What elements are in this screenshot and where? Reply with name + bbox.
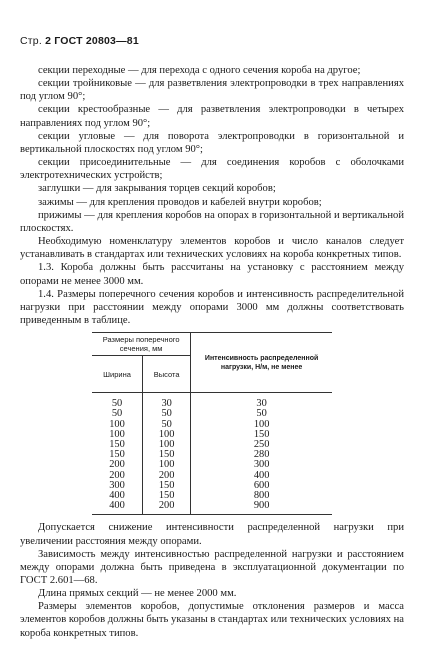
height-cell: 30 (143, 393, 191, 410)
intensity-cell: 280 (191, 450, 332, 460)
intensity-cell: 600 (191, 481, 332, 491)
table-row (92, 420, 332, 430)
paragraph: Зависимость между интенсивностью распределенной нагрузки и расстоянием между опорами должна быть приведена в эксплуатационной документации по ГОСТ 2.601—68. (20, 548, 404, 586)
height-cell: 200 (143, 501, 191, 515)
page-header (20, 35, 139, 47)
height-cell: 50 (143, 409, 191, 419)
width-cell: 100 (109, 428, 125, 440)
intensity-cell: 100 (191, 420, 332, 430)
intensity-cell: 150 (191, 430, 332, 440)
width-cell: 300 (109, 479, 125, 491)
height-cell: 200 (143, 471, 191, 481)
table-row (92, 460, 332, 470)
height-cell: 50 (143, 420, 191, 430)
clause-1-3: 1.3. Короба должны быть рассчитаны на установку с расстоянием между опорами не менее 3000 мм. (20, 262, 404, 287)
intensity-cell: 900 (191, 501, 332, 515)
paragraph: секции крестообразные — для разветвления электропроводки в четырех направлениях под углом 90°; (20, 104, 404, 129)
width-cell: 100 (109, 418, 125, 430)
paragraph: секции тройниковые — для разветвления электропроводки в трех направлениях под углом 90°; (20, 78, 404, 103)
table-row (92, 450, 332, 460)
paragraph: секции присоединительные — для соединения коробов с оболочками электротехнических устройств; (20, 157, 404, 182)
paragraph: секции угловые — для поворота электропроводки в горизонтальной и вертикальной плоскостях под углом 90°; (20, 130, 404, 155)
paragraph: прижимы — для крепления коробов на опорах в горизонтальной и вертикальной плоскостях. (20, 209, 404, 234)
table-row (92, 481, 332, 491)
document-body (20, 64, 404, 640)
paragraph: Длина прямых секций — не менее 2000 мм. (38, 588, 237, 600)
table-row (92, 501, 332, 515)
width-cell: 400 (92, 501, 143, 515)
page-number: 2 (45, 35, 52, 47)
height-header: Высота (143, 356, 191, 393)
dimensions-table (92, 332, 332, 515)
width-cell: 400 (109, 489, 125, 501)
width-cell: 150 (109, 438, 125, 450)
paragraph: зажимы — для крепления проводов и кабелей внутри коробов; (38, 196, 322, 208)
paragraph: Необходимую номенклатуру элементов коробов и число каналов следует устанавливать в стандартах или технических условиях на короба конкретных типов. (20, 236, 404, 261)
standard-code: ГОСТ 20803—81 (54, 35, 139, 47)
table-row (92, 430, 332, 440)
table-row (92, 393, 332, 410)
width-cell: 200 (109, 469, 125, 481)
paragraph: секции переходные — для перехода с одного сечения короба на другое; (38, 65, 361, 76)
height-cell: 100 (143, 460, 191, 470)
height-cell: 150 (143, 450, 191, 460)
intensity-cell: 50 (191, 409, 332, 419)
page-word: Стр. (20, 35, 42, 47)
width-cell: 200 (109, 459, 125, 471)
width-header: Ширина (92, 356, 143, 393)
height-cell: 100 (143, 440, 191, 450)
width-cell: 150 (109, 449, 125, 461)
paragraph: Допускается снижение интенсивности распределенной нагрузки при увеличении расстояния между опорами. (20, 522, 404, 547)
intensity-header: Интенсивность распределенной нагрузки, Н/м, не менее (191, 333, 332, 393)
table-row (92, 440, 332, 450)
table-row (92, 471, 332, 481)
height-cell: 150 (143, 491, 191, 501)
dimensions-table-wrap (92, 332, 332, 515)
table-body (92, 393, 332, 515)
height-cell: 100 (143, 430, 191, 440)
intensity-cell: 250 (191, 440, 332, 450)
width-cell: 50 (111, 398, 123, 410)
height-cell: 150 (143, 481, 191, 491)
table-row (92, 409, 332, 419)
intensity-cell: 30 (191, 393, 332, 410)
dims-header: Размеры поперечного сечения, мм (92, 333, 191, 356)
paragraph: заглушки — для закрывания торцев секций коробов; (38, 183, 276, 195)
clause-1-4: 1.4. Размеры поперечного сечения коробов и интенсивность распределительной нагрузки при расстоянии между опорами 3000 мм должны соответствовать приведенным в таблице. (20, 288, 404, 326)
intensity-cell: 300 (191, 460, 332, 470)
intensity-cell: 400 (191, 471, 332, 481)
width-cell: 50 (111, 408, 123, 420)
intensity-cell: 800 (191, 491, 332, 501)
table-row (92, 491, 332, 501)
paragraph: Размеры элементов коробов, допустимые отклонения размеров и масса элементов коробов должны быть указаны в стандартах или технических условиях на короба конкретных типов. (20, 601, 404, 639)
